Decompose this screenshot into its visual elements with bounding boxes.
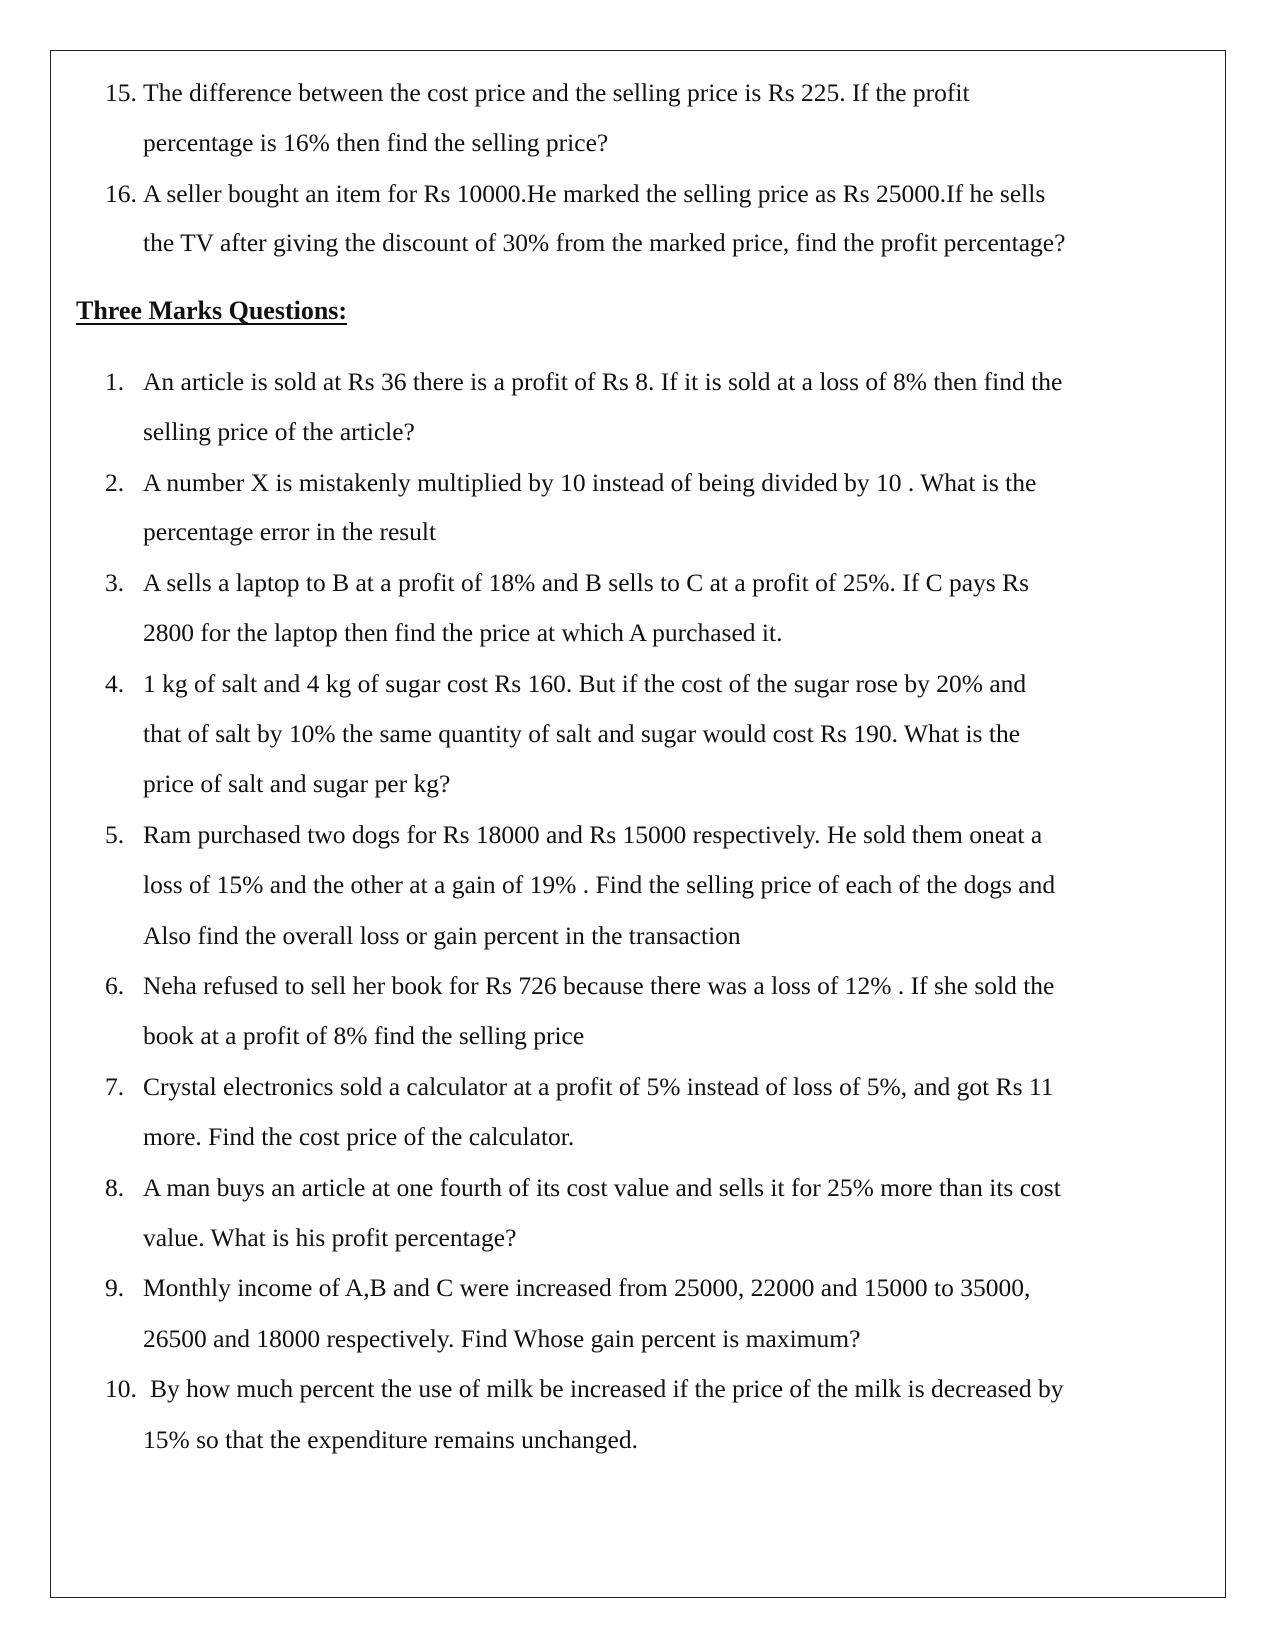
question-text: percentage is 16% then find the selling price? <box>143 128 609 157</box>
question-number: 5. <box>105 820 125 849</box>
question-text: Neha refused to sell her book for Rs 726 because there was a loss of 12% . If she sold the <box>143 971 1055 1000</box>
question-text: 15% so that the expenditure remains unchanged. <box>143 1425 638 1454</box>
question-number: 16. <box>105 179 137 208</box>
question-number: 1. <box>105 367 125 396</box>
question-number: 15. <box>105 78 137 107</box>
question-number: 10. <box>105 1374 137 1403</box>
question-text: A man buys an article at one fourth of its cost value and sells it for 25% more than its cost <box>143 1173 1061 1202</box>
question-text: 1 kg of salt and 4 kg of sugar cost Rs 160. But if the cost of the sugar rose by 20% and <box>143 669 1027 698</box>
question-text: the TV after giving the discount of 30% from the marked price, find the profit percentage? <box>143 228 1066 257</box>
question-text: price of salt and sugar per kg? <box>143 769 451 798</box>
question-text: 26500 and 18000 respectively. Find Whose gain percent is maximum? <box>143 1324 861 1353</box>
question-text: percentage error in the result <box>143 517 437 546</box>
question-number: 9. <box>105 1273 125 1302</box>
question-text: A number X is mistakenly multiplied by 10 instead of being divided by 10 . What is the <box>143 468 1037 497</box>
question-text: A seller bought an item for Rs 10000.He marked the selling price as Rs 25000.If he sells <box>143 179 1046 208</box>
question-text: value. What is his profit percentage? <box>143 1223 517 1252</box>
question-text: Monthly income of A,B and C were increased from 25000, 22000 and 15000 to 35000, <box>143 1273 1031 1302</box>
question-text: By how much percent the use of milk be increased if the price of the milk is decreased by <box>150 1374 1064 1403</box>
question-text: loss of 15% and the other at a gain of 19% . Find the selling price of each of the dogs and <box>143 870 1056 899</box>
section-heading: Three Marks Questions: <box>76 296 348 325</box>
question-text: An article is sold at Rs 36 there is a profit of Rs 8. If it is sold at a loss of 8% then find the <box>143 367 1063 396</box>
question-text: Also find the overall loss or gain percent in the transaction <box>143 921 741 950</box>
question-number: 6. <box>105 971 125 1000</box>
question-text: selling price of the article? <box>143 417 415 446</box>
question-text: book at a profit of 8% find the selling price <box>143 1021 585 1050</box>
question-text: Ram purchased two dogs for Rs 18000 and Rs 15000 respectively. He sold them oneat a <box>143 820 1043 849</box>
question-text: 2800 for the laptop then find the price at which A purchased it. <box>143 618 783 647</box>
question-number: 3. <box>105 568 125 597</box>
question-text: more. Find the cost price of the calculator. <box>143 1122 575 1151</box>
question-text: The difference between the cost price and the selling price is Rs 225. If the profit <box>143 78 970 107</box>
question-text: that of salt by 10% the same quantity of salt and sugar would cost Rs 190. What is the <box>143 719 1021 748</box>
question-text: Crystal electronics sold a calculator at a profit of 5% instead of loss of 5%, and got Rs 11 <box>143 1072 1054 1101</box>
question-number: 8. <box>105 1173 125 1202</box>
question-text: A sells a laptop to B at a profit of 18% and B sells to C at a profit of 25%. If C pays Rs <box>143 568 1030 597</box>
question-number: 7. <box>105 1072 125 1101</box>
question-number: 2. <box>105 468 125 497</box>
question-number: 4. <box>105 669 125 698</box>
